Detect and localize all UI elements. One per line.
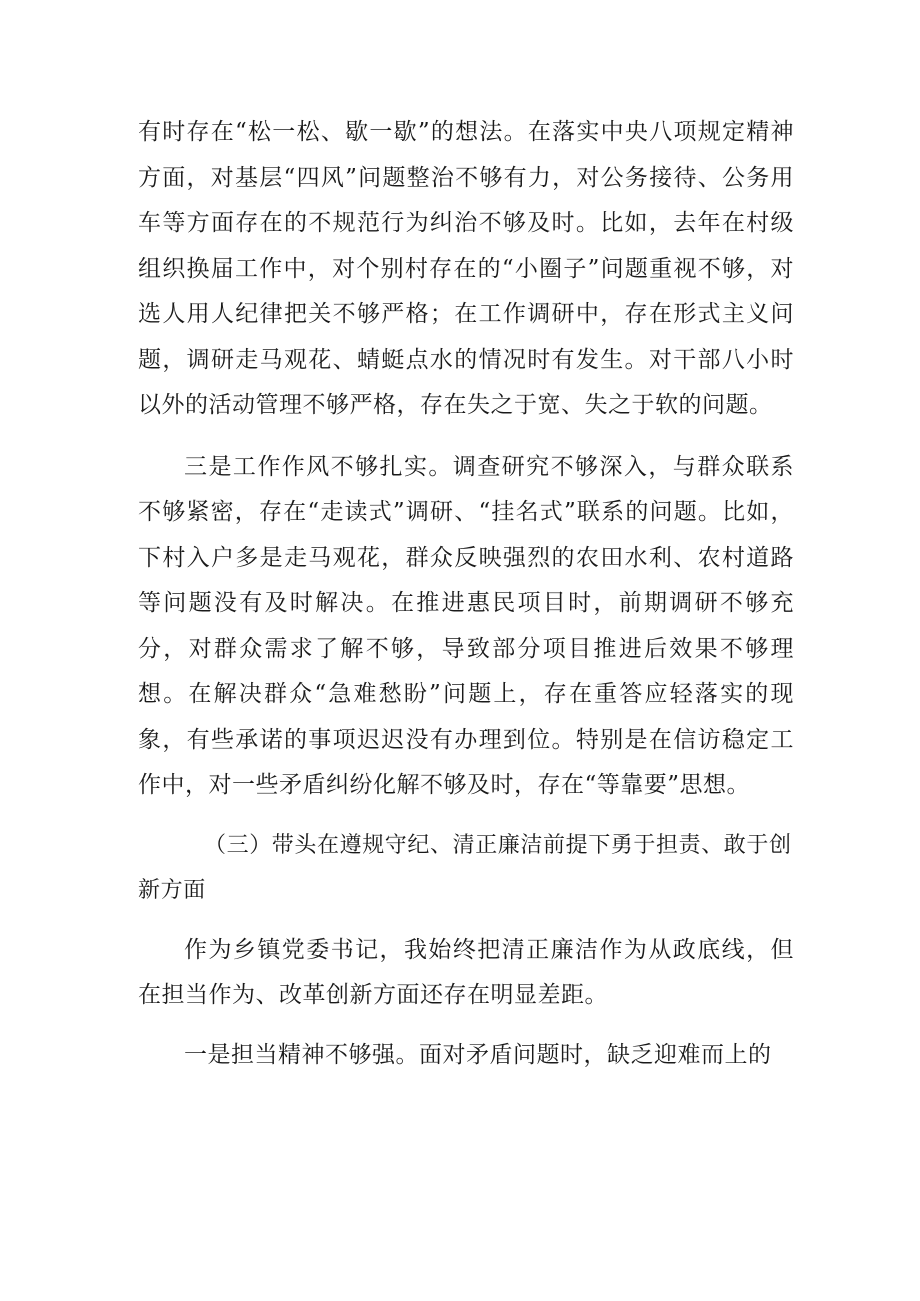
paragraph-continued: 有时存在“松一松、歇一歇”的想法。在落实中央八项规定精神方面，对基层“四风”问题整治不够有力，对公务接待、公务用车等方面存在的不规范行为纠治不够及时。比如，去年在村级组织换届工作中，对个别村存在的“小圈子”问题重视不够，对选人用人纪律把关不够严格；在工作调研中，存在形式主义问题，调研走马观花、蜻蜓点水的情况时有发生。对干部八小时以外的活动管理不够严格，存在失之于宽、失之于软的问题。 — [138, 119, 794, 418]
section-heading: （三）带头在遵规守纪、清正廉洁前提下勇于担责、敢于创新方面 — [138, 832, 792, 903]
document-page — [138, 110, 794, 1078]
paragraph-work-style: 三是工作作风不够扎实。调查研究不够深入，与群众联系不够紧密，存在“走读式”调研、“挂名式”联系的问题。比如，下村入户多是走马观花，群众反映强烈的农田水利、农村道路等问题没有及时解决。在推进惠民项目时，前期调研不够充分，对群众需求了解不够，导致部分项目推进后效果不够理想。在解决群众“急难愁盼”问题上，存在重答应轻落实的现象，有些承诺的事项迟迟没有办理到位。特别是在信访稳定工作中，对一些矛盾纠纷化解不够及时，存在“等靠要”思想。 — [138, 453, 794, 798]
paragraph-intro: 作为乡镇党委书记，我始终把清正廉洁作为从政底线，但在担当作为、改革创新方面还存在明显差距。 — [138, 936, 794, 1008]
paragraph-responsibility: 一是担当精神不够强。面对矛盾问题时，缺乏迎难而上的 — [184, 1041, 772, 1068]
